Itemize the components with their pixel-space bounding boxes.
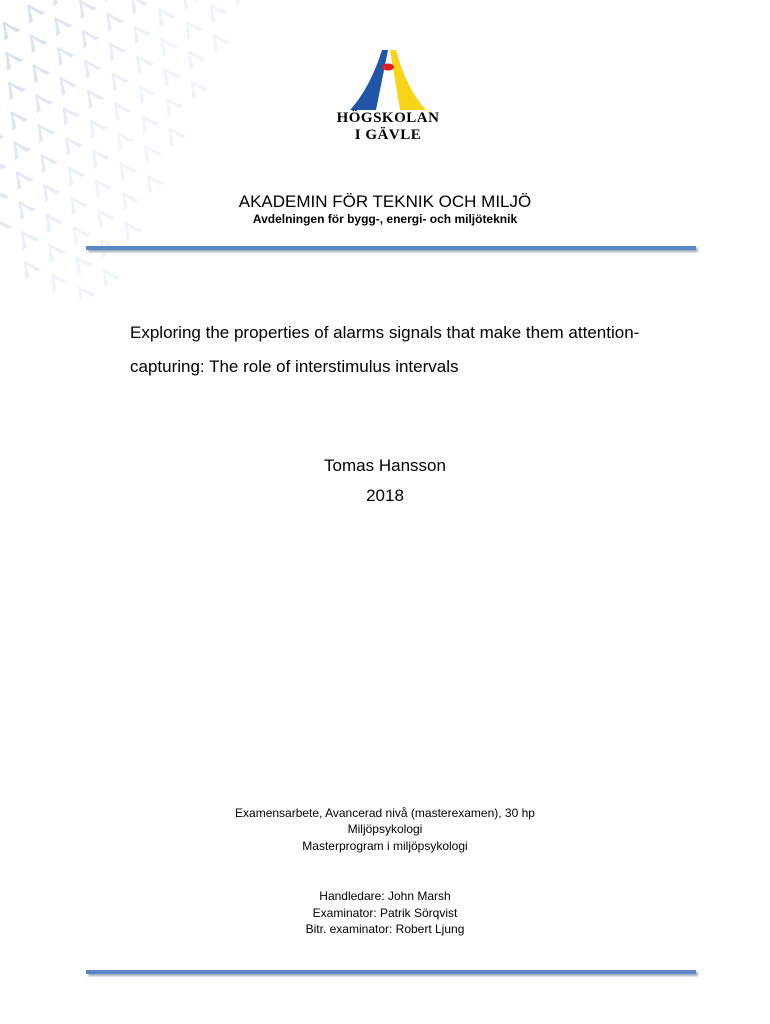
watermark-mark: [28, 89, 54, 114]
watermark-mark: [150, 3, 176, 28]
watermark-mark: [227, 0, 253, 6]
watermark-mark: [131, 80, 157, 105]
watermark-mark: [25, 59, 51, 84]
watermark-mark: [41, 238, 67, 263]
watermark-mark: [134, 110, 160, 135]
watermark-mark: [202, 0, 228, 23]
program-info: Masterprogram i miljöpsykologi: [302, 839, 468, 853]
watermark-mark: [68, 251, 94, 276]
logo-text-line2: I GÄVLE: [354, 127, 422, 143]
watermark-mark: [13, 226, 39, 251]
logo-pattern-watermark-icon: [0, 0, 340, 300]
watermark-mark: [47, 12, 73, 37]
thesis-title-line1: Exploring the properties of alarms signals that make them attention-: [130, 323, 640, 342]
watermark-mark: [126, 20, 152, 45]
watermark-mark: [123, 0, 149, 15]
logo-text-line1: HÖGSKOLAN: [336, 110, 440, 126]
watermark-mark: [107, 97, 133, 122]
watermark-mark: [0, 46, 23, 71]
watermark-mark: [3, 106, 29, 131]
department-title: AKADEMIN FÖR TEKNIK OCH MILJÖ: [238, 192, 532, 211]
watermark-mark: [57, 131, 83, 156]
watermark-mark: [175, 0, 201, 10]
watermark-mark: [8, 166, 34, 191]
watermark-mark: [55, 102, 81, 127]
watermark-mark: [6, 136, 32, 161]
watermark-mark: [139, 170, 165, 195]
watermark-mark: [30, 119, 56, 144]
watermark-mark: [99, 7, 125, 32]
watermark-mark: [74, 25, 100, 50]
watermark-mark: [153, 33, 179, 58]
thesis-title: [130, 316, 660, 384]
watermark-mark: [20, 0, 46, 24]
publication-year: 2018: [366, 486, 404, 505]
hogskolan-i-gavle-logo-icon: [330, 48, 446, 110]
watermark-mark: [156, 63, 182, 88]
watermark-mark: [60, 161, 86, 186]
author-name: Tomas Hansson: [324, 456, 446, 475]
watermark-mark: [95, 264, 121, 289]
watermark-mark: [43, 268, 69, 293]
subject-info: Miljöpsykologi: [347, 822, 423, 836]
watermark-mark: [0, 123, 4, 148]
watermark-mark: [101, 37, 127, 62]
watermark-mark: [158, 93, 184, 118]
top-divider: [86, 246, 696, 250]
watermark-mark: [205, 28, 231, 53]
watermark-mark: [112, 157, 138, 182]
thesis-title-line2: capturing: The role of interstimulus intervals: [130, 357, 459, 376]
watermark-mark: [0, 153, 7, 178]
assistant-examiner-info: Bitr. examinator: Robert Ljung: [305, 922, 465, 936]
watermark-mark: [96, 0, 122, 2]
watermark-mark: [180, 45, 206, 70]
watermark-mark: [71, 0, 97, 19]
watermark-mark: [0, 93, 1, 118]
watermark-mark: [33, 149, 59, 174]
watermark-mark: [16, 256, 42, 281]
watermark-mark: [46, 298, 72, 300]
watermark-mark: [136, 140, 162, 165]
watermark-mark: [44, 0, 70, 7]
watermark-mark: [161, 122, 187, 147]
watermark-mark: [128, 50, 154, 75]
watermark-mark: [109, 127, 135, 152]
watermark-mark: [183, 75, 209, 100]
university-logo: [330, 48, 446, 148]
watermark-mark: [79, 84, 105, 109]
watermark-mark: [85, 144, 111, 169]
watermark-mark: [0, 76, 26, 101]
watermark-mark: [0, 16, 21, 41]
watermark-mark: [82, 114, 108, 139]
watermark-mark: [70, 281, 96, 300]
division-subtitle: Avdelningen för bygg-, energi- och miljöteknik: [252, 212, 518, 226]
watermark-mark: [49, 42, 75, 67]
examiner-info: Examinator: Patrik Sörqvist: [312, 906, 458, 920]
bottom-divider: [86, 970, 696, 974]
supervisor-info: Handledare: John Marsh: [319, 889, 451, 903]
watermark-mark: [77, 54, 103, 79]
watermark-mark: [22, 29, 48, 54]
watermark-mark: [52, 72, 78, 97]
watermark-mark: [104, 67, 130, 92]
degree-info: Examensarbete, Avancerad nivå (masterexamen), 30 hp: [235, 806, 535, 820]
watermark-mark: [178, 16, 204, 41]
